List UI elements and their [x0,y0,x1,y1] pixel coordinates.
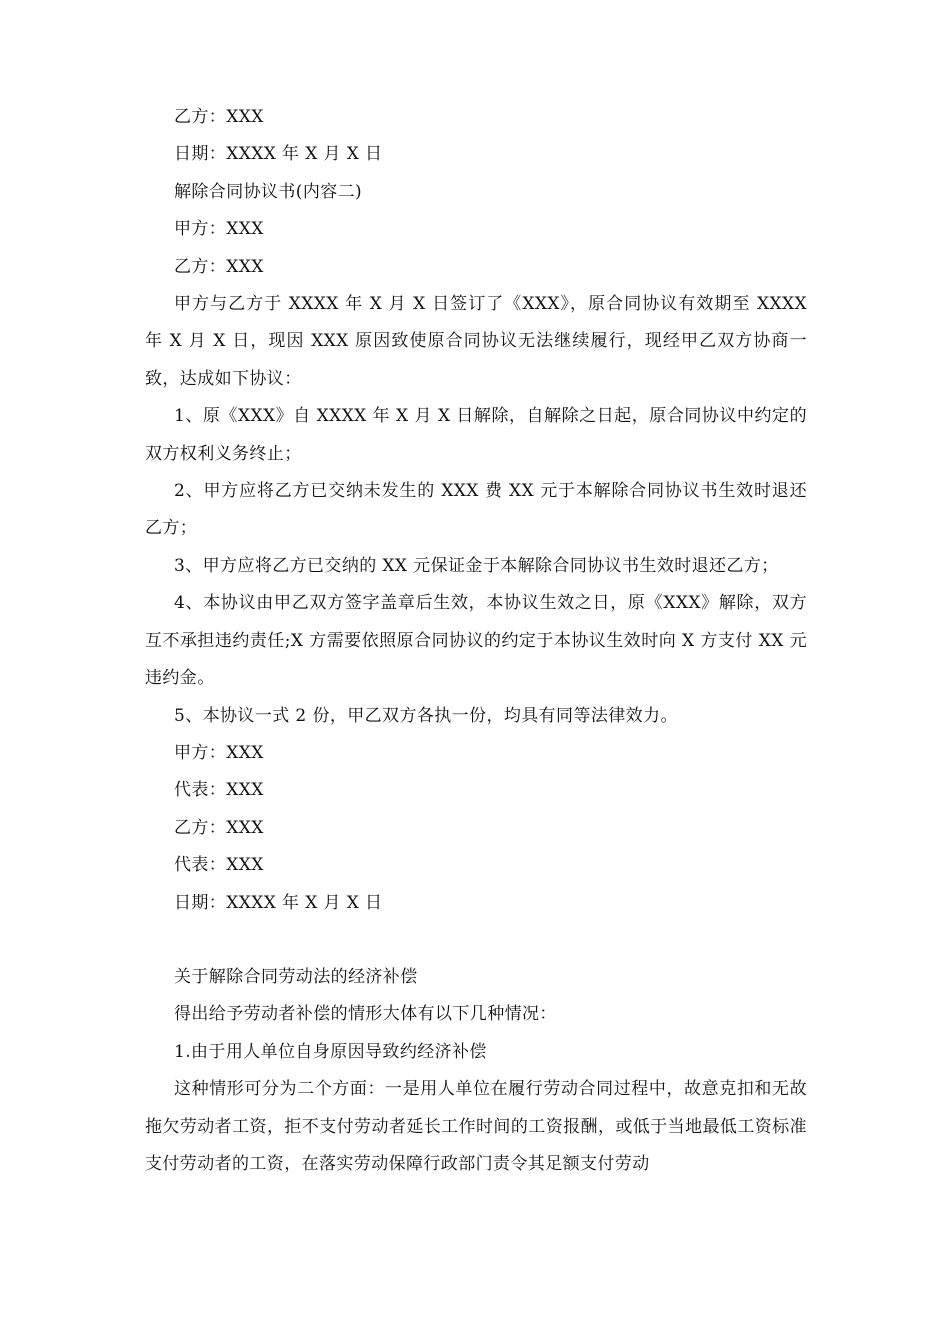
signature-line: 代表：XXX [174,780,264,801]
clause: 5、本协议一式 2 份，甲乙双方各执一份，均具有同等法律效力。 [174,705,678,726]
section-heading: 解除合同协议书(内容二) [174,181,363,202]
paragraph: 乙方：XXX [174,256,264,277]
clause: 1、原《XXX》自 XXXX 年 X 月 X 日解除，自解除之日起，原合同协议中约定的双方权利义务终止； [145,406,807,464]
date-line: 日期：XXXX 年 X 月 X 日 [174,892,383,913]
paragraph: 得出给予劳动者补偿的情形大体有以下几种情况： [174,1004,557,1025]
clause: 2、甲方应将乙方已交纳未发生的 XXX 费 XX 元于本解除合同协议书生效时退还乙方； [145,481,807,539]
signature-line: 甲方：XXX [174,742,264,763]
clause: 3、甲方应将乙方已交纳的 XX 元保证金于本解除合同协议书生效时退还乙方； [174,555,779,576]
clause: 4、本协议由甲乙双方签字盖章后生效，本协议生效之日，原《XXX》解除，双方互不承担违约责任;X 方需要依照原合同协议的约定于本协议生效时向 X 方支付 XX 元违约金。 [145,593,807,689]
paragraph: 甲方：XXX [174,219,264,240]
paragraph: 1.由于用人单位自身原因导致约经济补偿 [174,1041,487,1062]
spacer [145,922,807,959]
signature-line: 代表：XXX [174,855,264,876]
document-body [145,99,807,1183]
paragraph: 甲方与乙方于 XXXX 年 X 月 X 日签订了《XXX》，原合同协议有效期至 XXXX 年 X 月 X 日，现因 XXX 原因致使原合同协议无法继续履行，现经甲乙双方协商一致，达成如下协议： [145,294,807,389]
section-heading: 关于解除合同劳动法的经济补偿 [174,966,418,987]
paragraph: 日期：XXXX 年 X 月 X 日 [174,144,383,165]
paragraph: 这种情形可分为二个方面：一是用人单位在履行劳动合同过程中，故意克扣和无故拖欠劳动者工资，拒不支付劳动者延长工作时间的工资报酬，或低于当地最低工资标准支付劳动者的工资，在落实劳动保障行政部门责令其足额支付劳动 [145,1079,807,1174]
paragraph: 乙方：XXX [174,107,264,127]
signature-line: 乙方：XXX [174,817,264,838]
